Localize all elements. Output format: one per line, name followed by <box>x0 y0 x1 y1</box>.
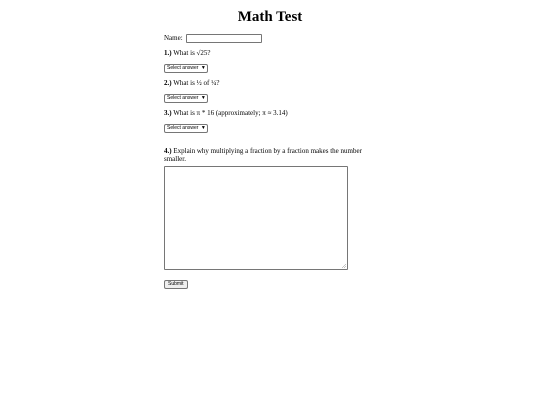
chevron-down-icon: ▼ <box>200 65 206 71</box>
question-1-select[interactable] <box>164 64 208 73</box>
name-row <box>164 33 364 43</box>
question-1-number: 1.) <box>164 49 172 57</box>
question-2-answer-wrap <box>164 93 364 103</box>
question-1-answer-wrap <box>164 63 364 73</box>
question-1-text: What is √25? <box>173 49 211 57</box>
chevron-down-icon: ▼ <box>200 125 206 131</box>
resize-grip-icon[interactable] <box>342 264 346 268</box>
question-3-select[interactable] <box>164 124 208 133</box>
question-4 <box>164 147 364 163</box>
submit-row <box>164 279 364 289</box>
question-3 <box>164 109 364 117</box>
question-3-number: 3.) <box>164 109 172 117</box>
name-input[interactable] <box>186 34 262 43</box>
name-label: Name: <box>164 34 183 42</box>
question-2-select[interactable] <box>164 94 208 103</box>
question-3-answer-wrap <box>164 123 364 133</box>
question-2 <box>164 79 364 87</box>
question-2-number: 2.) <box>164 79 172 87</box>
submit-button[interactable]: Submit <box>164 280 188 289</box>
question-1-select-value: Select answer <box>167 65 199 71</box>
page-title: Math Test <box>237 9 303 25</box>
question-3-select-value: Select answer <box>167 125 199 131</box>
question-4-text: Explain why multiplying a fraction by a fraction makes the number smaller. <box>164 147 362 163</box>
question-2-text: What is ½ of ¼? <box>173 79 220 87</box>
question-4-number: 4.) <box>164 147 172 155</box>
question-2-select-value: Select answer <box>167 95 199 101</box>
question-3-text: What is π * 16 (approximately; π ≈ 3.14) <box>173 109 288 117</box>
question-1 <box>164 49 364 57</box>
chevron-down-icon: ▼ <box>200 95 206 101</box>
question-4-answer-textarea[interactable] <box>164 166 348 270</box>
quiz-form <box>164 33 364 289</box>
